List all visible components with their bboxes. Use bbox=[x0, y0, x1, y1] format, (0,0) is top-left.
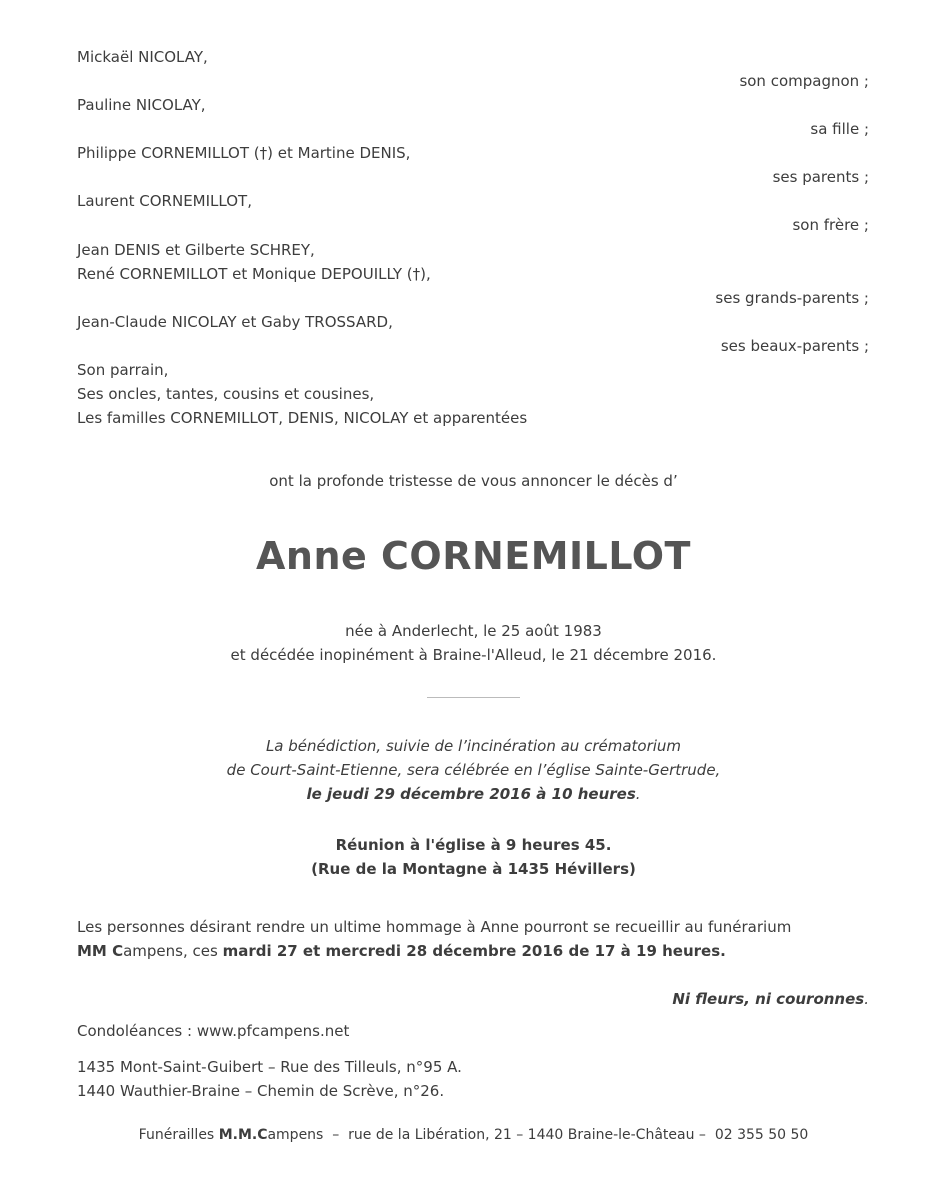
meeting-line-2: (Rue de la Montagne à 1435 Hévillers) bbox=[311, 860, 636, 878]
birth-line: née à Anderlecht, le 25 août 1983 bbox=[345, 622, 602, 640]
visit-dates: mardi 27 et mercredi 28 décembre 2016 de 17 à 19 heures. bbox=[222, 942, 726, 960]
ceremony-period: . bbox=[635, 785, 641, 803]
separator bbox=[427, 697, 520, 698]
flowers-text: Ni fleurs, ni couronnes bbox=[672, 990, 865, 1008]
ceremony-line-3 bbox=[0, 782, 947, 806]
footer bbox=[0, 1127, 947, 1143]
footer-prefix: Funérailles bbox=[138, 1127, 219, 1143]
family-relation-3: ses parents ; bbox=[772, 168, 869, 186]
family-relation-5: ses grands-parents ; bbox=[715, 289, 869, 307]
family-name-2: Pauline NICOLAY, bbox=[77, 96, 206, 114]
flowers-note bbox=[672, 989, 869, 1009]
others-2: Ses oncles, tantes, cousins et cousines, bbox=[77, 385, 375, 403]
family-name-6: Jean-Claude NICOLAY et Gaby TROSSARD, bbox=[77, 313, 393, 331]
family-relation-1: son compagnon ; bbox=[739, 72, 869, 90]
deceased-name: Anne CORNEMILLOT bbox=[256, 534, 691, 578]
family-relation-4: son frère ; bbox=[792, 216, 869, 234]
visit-paragraph-line-2 bbox=[77, 941, 726, 961]
footer-rest: – rue de la Libération, 21 – 1440 Braine-le-Château – 02 355 50 50 bbox=[323, 1127, 809, 1143]
family-relation-6: ses beaux-parents ; bbox=[720, 337, 869, 355]
footer-brand-bold: M.M.C bbox=[218, 1127, 268, 1143]
announcement: ont la profonde tristesse de vous annoncer le décès d’ bbox=[269, 472, 678, 490]
family-name-1: Mickaël NICOLAY, bbox=[77, 48, 208, 66]
family-name-5b: René CORNEMILLOT et Monique DEPOUILLY (†), bbox=[77, 265, 431, 283]
family-name-4: Laurent CORNEMILLOT, bbox=[77, 192, 252, 210]
flowers-period: . bbox=[864, 990, 869, 1008]
family-name-3: Philippe CORNEMILLOT (†) et Martine DENIS, bbox=[77, 144, 411, 162]
meeting-line-1: Réunion à l'église à 9 heures 45. bbox=[335, 836, 612, 854]
visit-paragraph-line-1: Les personnes désirant rendre un ultime hommage à Anne pourront se recueillir au funérarium bbox=[77, 918, 792, 936]
others-3: Les familles CORNEMILLOT, DENIS, NICOLAY et apparentées bbox=[77, 409, 528, 427]
visit-mm: MM C bbox=[77, 942, 124, 960]
family-name-5: Jean DENIS et Gilberte SCHREY, bbox=[77, 241, 315, 259]
ceremony-line-1: La bénédiction, suivie de l’incinération au crématorium bbox=[265, 737, 682, 755]
family-relation-2: sa fille ; bbox=[810, 120, 869, 138]
address-1: 1435 Mont-Saint-Guibert – Rue des Tilleuls, n°95 A. bbox=[77, 1058, 462, 1076]
condolences-line: Condoléances : www.pfcampens.net bbox=[77, 1022, 350, 1040]
ceremony-line-2: de Court-Saint-Etienne, sera célébrée en l’église Sainte-Gertrude, bbox=[226, 761, 721, 779]
footer-brand-rest: ampens bbox=[267, 1127, 324, 1143]
address-2: 1440 Wauthier-Braine – Chemin de Scrève, n°26. bbox=[77, 1082, 445, 1100]
ceremony-date: le jeudi 29 décembre 2016 à 10 heures bbox=[306, 785, 636, 803]
others-1: Son parrain, bbox=[77, 361, 169, 379]
death-line: et décédée inopinément à Braine-l'Alleud, le 21 décembre 2016. bbox=[230, 646, 717, 664]
visit-ampens: ampens, ces bbox=[123, 942, 223, 960]
